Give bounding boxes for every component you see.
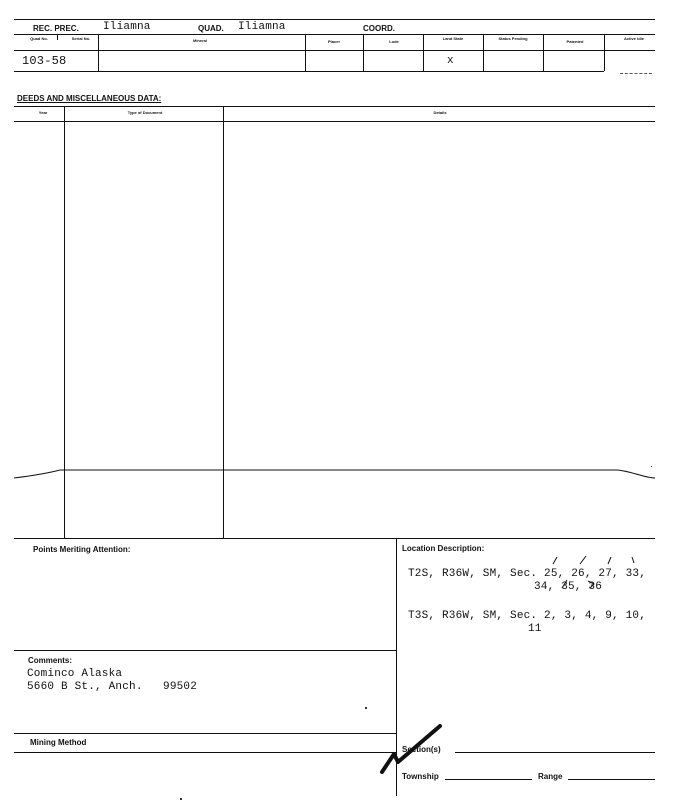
claim-table-top [14, 34, 655, 35]
fold-curve-left [14, 470, 60, 478]
location-t2s-line-2: 34, 35, 36 [534, 581, 603, 593]
col-mineral: Mineral [192, 38, 207, 43]
land-state-mark: x [447, 55, 454, 67]
lower-section-top [14, 538, 655, 539]
col-patented: Patented [566, 39, 584, 44]
claim-table-bottom [14, 71, 604, 72]
claim-col-divider-7 [543, 34, 544, 71]
rec-prec-label: REC. PREC. [33, 24, 79, 33]
deeds-col-details: Details [433, 110, 447, 115]
fold-curve-right [618, 470, 655, 478]
check-mark-26 [580, 556, 586, 564]
mining-top-rule [14, 733, 396, 734]
stray-dot-1 [365, 707, 367, 709]
rec-prec-value: Iliamna [103, 21, 151, 33]
coord-label: COORD. [363, 24, 395, 33]
claim-col-divider-3 [305, 34, 306, 71]
mining-bottom-rule [14, 752, 396, 753]
check-mark-36 [588, 581, 594, 588]
mining-method-label: Mining Method [30, 738, 87, 747]
location-t2s-line-1: T2S, R36W, SM, Sec. 25, 26, 27, 33, [408, 568, 647, 580]
comments-line-1: Cominco Alaska [27, 668, 123, 680]
range-underline [568, 779, 655, 780]
claim-col-divider-8 [604, 34, 605, 71]
claim-table-header-bottom [14, 50, 655, 51]
deeds-header-bottom [14, 121, 655, 122]
comments-label: Comments: [28, 656, 73, 665]
col-quad-no: Quad No. [30, 36, 48, 41]
location-label: Location Description: [402, 544, 485, 553]
col-serial-no: Serial No. [71, 36, 91, 41]
page-fold-line [0, 460, 678, 490]
check-mark-27 [608, 557, 611, 564]
range-label: Range [538, 772, 563, 781]
comments-line-2: 5660 B St., Anch. 99502 [27, 681, 198, 693]
location-t3s-line-2: 11 [528, 623, 542, 635]
stray-dot-3 [651, 466, 652, 467]
claim-col-divider-4 [363, 34, 364, 71]
col-land-state: Land State [442, 36, 464, 41]
points-label: Points Meriting Attention: [33, 545, 131, 554]
check-mark-25 [553, 557, 557, 564]
sections-label: Section(s) [402, 745, 441, 754]
claim-col-divider-2 [98, 34, 99, 71]
claim-col-divider-6 [483, 34, 484, 71]
claim-col-divider-5 [423, 34, 424, 71]
claim-col-divider-1 [57, 34, 58, 40]
deeds-header-top [14, 106, 655, 107]
check-mark-33 [632, 557, 634, 563]
deeds-col-year: Year [38, 110, 48, 115]
quad-label: QUAD. [198, 24, 224, 33]
top-rule [14, 19, 655, 20]
comments-top-rule [14, 650, 396, 651]
sections-underline [455, 752, 655, 753]
location-t3s-line-1: T3S, R36W, SM, Sec. 2, 3, 4, 9, 10, [408, 610, 647, 622]
col-active-idle: Active Idle [623, 36, 644, 41]
stray-dot-2 [180, 798, 182, 800]
handwritten-check-marks [520, 554, 660, 590]
col-lode: Lode [389, 39, 399, 44]
quad-serial-value: 103-58 [22, 54, 67, 68]
deeds-title: DEEDS AND MISCELLANEOUS DATA: [17, 94, 162, 103]
col-placer: Placer [327, 39, 340, 44]
quad-value: Iliamna [238, 21, 286, 33]
col-status-pending: Status Pending [498, 36, 528, 41]
township-label: Township [402, 772, 439, 781]
claim-table-dashes [620, 73, 652, 74]
deeds-col-type: Type of Document [127, 110, 163, 115]
township-underline [445, 779, 532, 780]
check-mark-35 [562, 580, 567, 588]
